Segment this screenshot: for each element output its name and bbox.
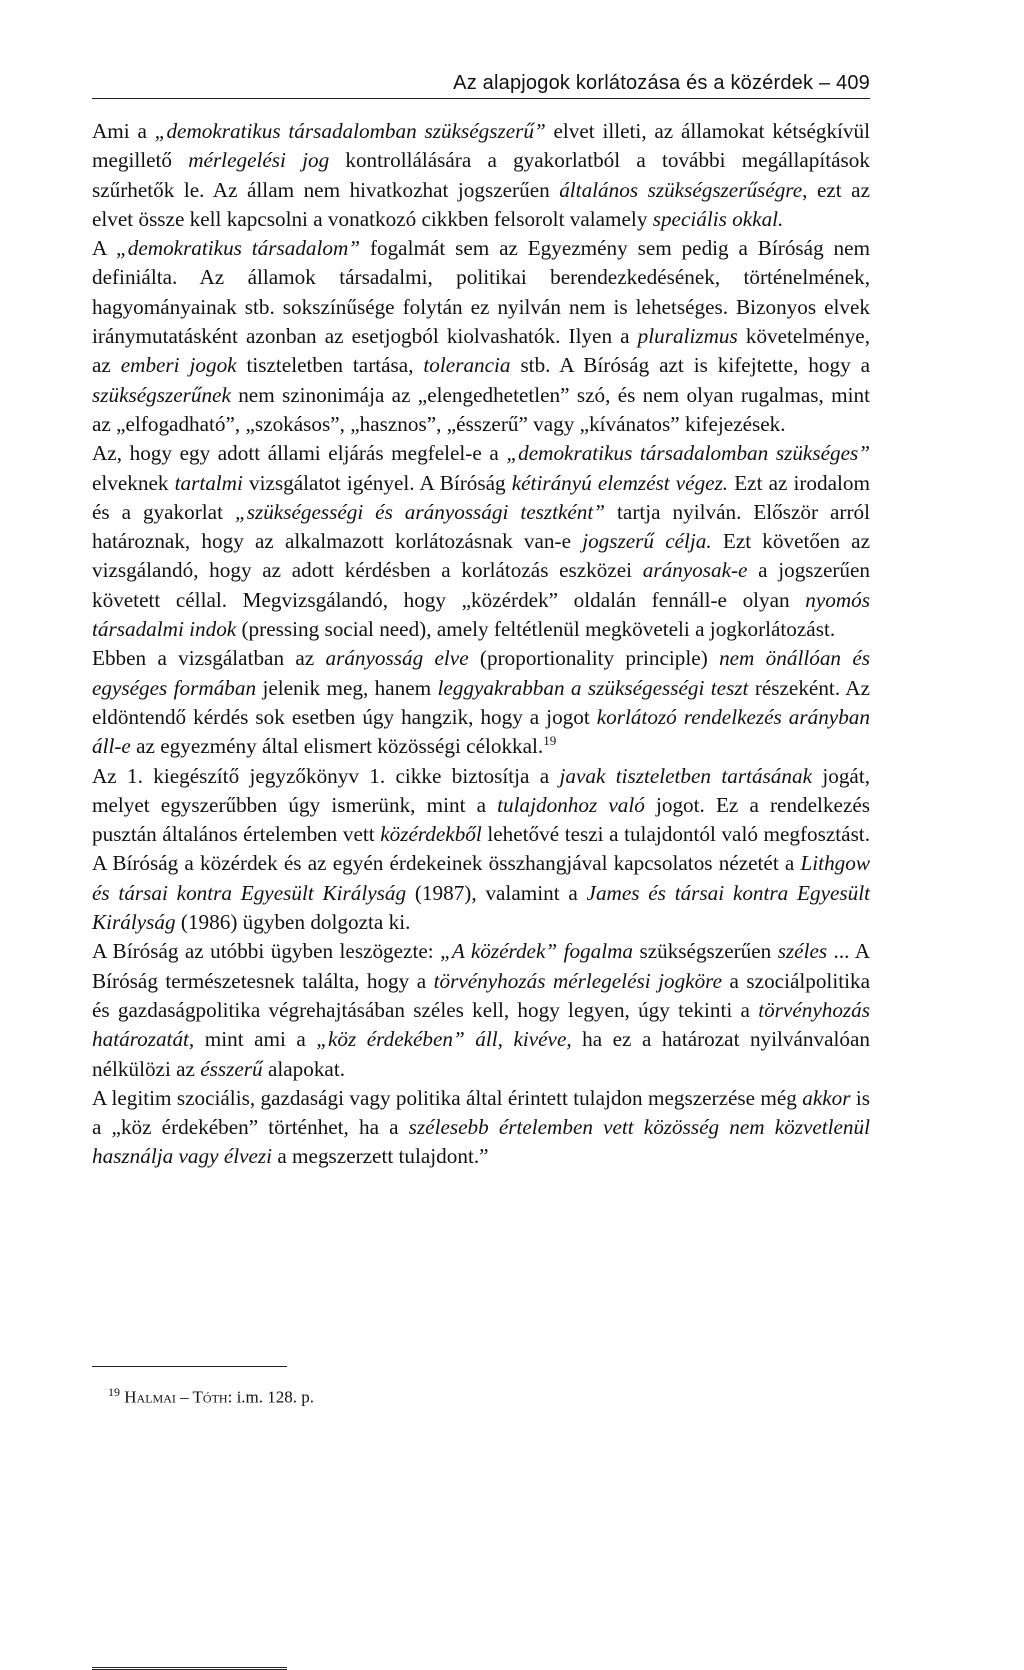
footnote-authors: Halmai – Tóth: <box>124 1387 233 1407</box>
italic-run: arányosak-e <box>642 558 748 583</box>
italic-run: akkor <box>802 1085 851 1110</box>
italic-run: mérlegelési jog <box>188 148 330 173</box>
text-run: elveknek <box>92 470 175 495</box>
italic-run: emberi jogok <box>120 353 237 378</box>
text-run: (pressing social need), amely feltétlenül megköveteli a jogkorlátozást. <box>236 617 836 642</box>
italic-run: szélesebb értelemben vett közösség nem közvetlenül használja vagy élvezi <box>92 1115 870 1169</box>
paragraph <box>92 234 870 439</box>
running-title: Az alapjogok korlátozása és a közérdek – 409 <box>453 72 870 94</box>
text-run: ha ez a határozat nyilvánvalóan nélkülözi az <box>92 1027 870 1081</box>
italic-run: „A közérdek” fogalma <box>440 939 634 964</box>
text-run: elvet illeti, az államokat kétségkívül megillető <box>92 119 871 173</box>
footnote-divider <box>92 1667 287 1668</box>
text-run: követelménye, az <box>92 324 870 378</box>
text-run: jogát, melyet egyszerűbben úgy ismerünk, mint a <box>92 763 870 817</box>
italic-run: pluralizmus <box>637 324 738 349</box>
italic-run: tolerancia <box>423 353 511 378</box>
text-run: lehetővé teszi a tulajdontól való megfosztást. A Bíróság a közérdek és az egyén érdekeinek összhangjával kapcsolatos nézetét a <box>92 822 870 876</box>
text-run: a jogszerűen követett céllal. Megvizsgálandó, hogy „közérdek” oldalán fennáll-e olyan <box>92 558 870 612</box>
italic-run: „szükségességi és arányossági tesztként” <box>234 499 606 524</box>
italic-run: tartalmi <box>174 470 243 495</box>
text-run: (proportionality principle) <box>468 646 720 671</box>
paragraph <box>92 644 870 761</box>
text-run: jogot. Ez a rendelkezés pusztán általános értelemben vett <box>92 792 870 847</box>
text-run: , ezt az elvet össze kell kapcsolni a vonatkozó cikkben felsorolt valamely <box>92 177 870 231</box>
italic-run: „demokratikus társadalomban szükséges” <box>506 441 870 466</box>
text-run: vizsgálatot igényel. A Bíróság <box>242 470 512 495</box>
italic-run: James és társai kontra Egyesült Királyság <box>92 880 870 935</box>
paragraph <box>92 762 870 938</box>
footnote <box>108 1381 314 1409</box>
footnote-number: 19 <box>108 1385 120 1399</box>
italic-run: szükségszerűnek <box>92 382 231 407</box>
text-run: A Bíróság az utóbbi ügyben leszögezte: <box>92 939 441 964</box>
text-run: az egyezmény által elismert közösségi célokkal. <box>130 734 544 759</box>
paragraph <box>92 117 870 234</box>
text-run: Az, hogy egy adott állami eljárás megfelel-e a <box>92 441 507 466</box>
text-run: alapokat. <box>262 1056 346 1081</box>
text-run: kontrollálására a gyakorlatból a további megállapítások szűrhetők le. Az állam nem hivatkozhat jogszerűen <box>92 148 870 202</box>
text-run: a megszerzett tulajdont.” <box>272 1144 489 1169</box>
text-run: A <box>92 236 116 261</box>
paragraph <box>92 439 870 644</box>
italic-run: törvényhozás határozatát, <box>92 997 870 1052</box>
text-run: nem szinonimája az „elengedhetetlen” szó, és nem olyan rugalmas, mint az „elfogadható”, „szokásos”, „hasznos”, „ésszerű” vagy „kívánatos” kifejezések. <box>92 382 870 436</box>
text-run: tiszteletben tartása, <box>236 353 424 378</box>
text-run: szükségszerűen <box>633 939 778 964</box>
italic-run: közérdekből <box>380 822 482 847</box>
italic-run: jogszerű célja. <box>582 529 712 554</box>
italic-run: leggyakrabban a szükségességi teszt <box>437 675 749 700</box>
italic-run: kétirányú elemzést végez. <box>511 470 729 495</box>
text-run: mint ami a <box>194 1027 317 1052</box>
text-run: (1986) ügyben dolgozta ki. <box>175 910 411 935</box>
body-text <box>92 117 870 1172</box>
footnote-reference: i.m. 128. p. <box>232 1387 315 1407</box>
text-run: tartja nyilván. Először arról határoznak, hogy az alkalmazott korlátozásnak van-e <box>92 499 870 554</box>
italic-run: ésszerű <box>200 1056 263 1081</box>
text-run: Ezt követően az vizsgálandó, hogy az adott kérdésben a korlátozás eszközei <box>92 529 870 583</box>
text-run: ... A Bíróság természetesnek találta, hogy a <box>92 939 871 993</box>
book-page <box>92 68 870 1172</box>
running-head <box>92 68 870 99</box>
text-run: A legitim szociális, gazdasági vagy politika által érintett tulajdon megszerzése még <box>92 1085 803 1110</box>
footnote-rule-final <box>92 1366 287 1367</box>
footnote-ref: 19 <box>543 733 557 749</box>
italic-run: nyomós társadalmi indok <box>92 587 870 642</box>
italic-run: Lithgow és társai kontra Egyesült Királyság <box>92 851 870 905</box>
paragraph <box>92 937 870 1083</box>
italic-run: nem önállóan és egységes formában <box>92 646 870 700</box>
text-run: stb. A Bíróság azt is kifejtette, hogy a <box>510 353 870 378</box>
text-run: Az 1. kiegészítő jegyzőkönyv 1. cikke biztosítja a <box>92 763 560 788</box>
text-run: Ami a <box>92 119 155 143</box>
text-run: (1987), valamint a <box>406 880 587 905</box>
italic-run: javak tiszteletben tartásának <box>559 763 812 788</box>
italic-run: „köz érdekében” áll, kivéve, <box>316 1027 572 1052</box>
text-run: részeként. Az eldöntendő kérdés sok esetben úgy hangzik, hogy a jogot <box>92 675 871 729</box>
italic-run: tulajdonhoz való <box>497 792 645 817</box>
text-run: is a „köz érdekében” történhet, ha a <box>92 1085 870 1140</box>
italic-run: arányosság elve <box>325 646 469 671</box>
text-run: Ezt az irodalom és a gyakorlat <box>92 470 870 524</box>
text-run: fogalmát sem az Egyezmény sem pedig a Bíróság nem definiálta. Az államok társadalmi, politikai berendezkedésének, történelmének, hagyományainak stb. sokszínűsége folytán ez nyilván nem is lehetséges. Bizonyos elvek iránymutatásként azonban az esetjogból kiolvashatók. Ilyen a <box>92 236 870 349</box>
italic-run: széles <box>777 939 828 964</box>
italic-run: „demokratikus társadalom” <box>115 236 361 261</box>
italic-run: általános szükségszerűségre <box>559 177 803 202</box>
italic-run: „demokratikus társadalomban szükségszerű” <box>154 119 546 143</box>
italic-run: törvényhozás mérlegelési jogköre <box>433 968 723 993</box>
italic-run: korlátozó rendelkezés arányban áll-e <box>92 704 870 759</box>
text-run: a szociálpolitika és gazdaságpolitika végrehajtásában széles kell, hogy legyen, úgy tekinti a <box>92 968 870 1022</box>
text-run: jelenik meg, hanem <box>256 675 438 700</box>
paragraph <box>92 1084 870 1172</box>
italic-run: speciális okkal. <box>652 206 784 231</box>
text-run: Ebben a vizsgálatban az <box>92 646 326 671</box>
